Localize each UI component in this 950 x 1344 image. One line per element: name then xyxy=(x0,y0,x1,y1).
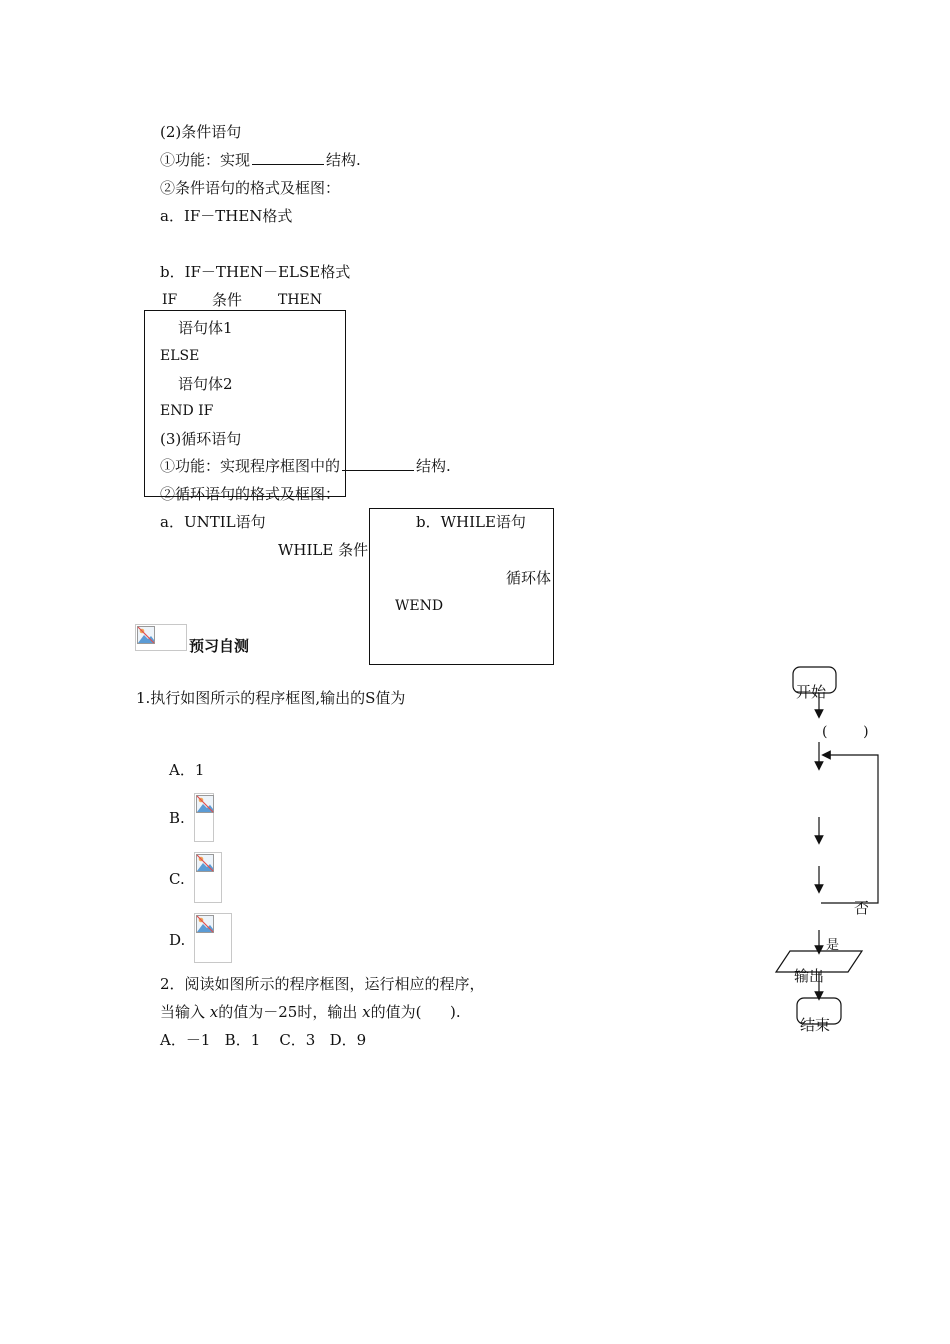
section2-title: (2)条件语句 xyxy=(160,123,242,141)
else-keyword: ELSE xyxy=(160,348,200,364)
flowchart-output-label: 输出 xyxy=(794,967,825,985)
then-keyword: THEN xyxy=(278,292,323,308)
flowchart-yes-label: 是 xyxy=(826,938,840,953)
flowchart-end-label: 结束 xyxy=(800,1016,831,1034)
section3-title: (3)循环语句 xyxy=(160,430,242,448)
section2-function-prefix: ①功能：实现 xyxy=(160,151,251,169)
if-keyword: IF xyxy=(162,292,178,308)
section2-function-suffix: 结构. xyxy=(326,151,361,169)
q2-options: A．－1 B．1 C．3 D．9 xyxy=(160,1031,367,1049)
q1-option-d: D. xyxy=(169,931,186,949)
while-label: b．WHILE语句 xyxy=(416,513,526,531)
q1-option-a: A．1 xyxy=(169,761,205,779)
q1-option-b: B. xyxy=(169,809,185,827)
q2-line-2-middle: 的值为－25时，输出 xyxy=(218,1003,363,1021)
section3-function-suffix: 结构. xyxy=(416,457,451,475)
q2-variable: x xyxy=(209,1003,219,1021)
end-if-keyword: END IF xyxy=(160,403,214,419)
q1-stem: 1.执行如图所示的程序框图,输出的S值为 xyxy=(136,689,406,707)
section3-function-prefix: ①功能：实现程序框图中的 xyxy=(160,457,341,475)
if-then-label: a．IF－THEN格式 xyxy=(160,207,293,225)
until-label: a．UNTIL语句 xyxy=(160,513,266,531)
if-then-else-label: b．IF－THEN－ELSE格式 xyxy=(160,263,351,281)
wend-keyword: WEND xyxy=(395,598,444,614)
q2-line-1: 2．阅读如图所示的程序框图，运行相应的程序， xyxy=(160,975,485,993)
statement-body-1: 语句体1 xyxy=(178,319,233,337)
q2-line-2-prefix: 当输入 xyxy=(160,1003,210,1021)
flowchart-no-label: 否 xyxy=(854,899,870,917)
section2-format-title: ②条件语句的格式及框图： xyxy=(160,179,341,197)
preview-heading: 预习自测 xyxy=(189,637,250,655)
if-condition: 条件 xyxy=(212,291,243,309)
flowchart-start-label: 开始 xyxy=(796,683,827,701)
loop-body: 循环体 xyxy=(506,569,552,587)
q1-option-c: C. xyxy=(169,870,185,888)
while-condition: WHILE 条件 xyxy=(278,541,369,559)
q1-answer-paren: ( ) xyxy=(822,724,869,740)
q2-line-2-suffix: 的值为( ). xyxy=(370,1003,461,1021)
section3-format-title: ②循环语句的格式及框图： xyxy=(160,485,341,503)
q2-variable: x xyxy=(362,1003,371,1021)
loop-back-line xyxy=(821,755,878,903)
statement-body-2: 语句体2 xyxy=(178,375,233,393)
